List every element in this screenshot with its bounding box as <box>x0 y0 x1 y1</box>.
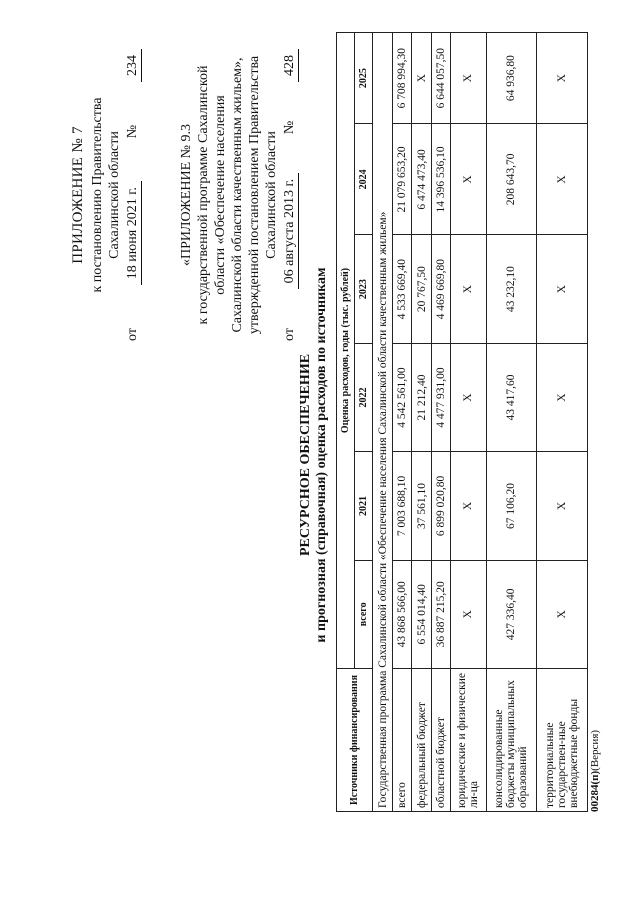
cell: 7 003 688,10 <box>392 452 412 560</box>
approval-line-2: Сахалинской области <box>107 131 122 259</box>
cell: 37 561,10 <box>412 452 432 560</box>
header-year-2023: 2023 <box>355 235 373 343</box>
document-footer <box>589 730 601 812</box>
header-row-1 <box>337 33 355 812</box>
approval-number: 234 <box>124 49 142 82</box>
cell: 6 474 473,40 <box>412 124 432 235</box>
appendix-line-4: утвержденной постановлением Правительства <box>247 55 262 335</box>
approval-num-label: № <box>125 124 140 139</box>
cell: 4 542 561,00 <box>392 343 412 451</box>
table-row <box>537 33 588 812</box>
cell: 14 396 536,10 <box>431 124 451 235</box>
header-year-2025: 2025 <box>355 33 373 124</box>
approval-line-1: к постановлению Правительства <box>90 97 105 293</box>
table-row <box>431 33 451 812</box>
cell: 427 336,40 <box>486 560 537 668</box>
cell: 21 079 653,20 <box>392 124 412 235</box>
approval-block <box>70 45 142 345</box>
cell: Х <box>451 235 486 343</box>
header-year-2024: 2024 <box>355 124 373 235</box>
row-label: юридические и физические ли-ца <box>451 669 486 812</box>
header-year-2022: 2022 <box>355 343 373 451</box>
footer-version: (Версия) <box>589 729 601 771</box>
header-estimate: Оценка расходов, годы (тыс. рублей) <box>337 33 355 669</box>
table-row <box>451 33 486 812</box>
row-label: областной бюджет <box>431 669 451 812</box>
appendix-number: 428 <box>281 49 299 82</box>
header-year-total: всего <box>355 560 373 668</box>
cell: Х <box>412 33 432 124</box>
footer-code: 00284(п) <box>589 770 601 812</box>
cell: 36 887 215,20 <box>431 560 451 668</box>
appendix-num-label: № <box>282 120 297 135</box>
cell: 6 644 057,50 <box>431 33 451 124</box>
cell: Х <box>537 124 588 235</box>
heading-line-1: РЕСУРСНОЕ ОБЕСПЕЧЕНИЕ <box>298 353 313 557</box>
cell: Х <box>451 124 486 235</box>
table-row <box>412 33 432 812</box>
resources-table <box>336 32 588 812</box>
program-row <box>373 33 393 812</box>
heading-line-2: и прогнозная (справочная) оценка расходов по источникам <box>314 267 329 643</box>
header-year-2021: 2021 <box>355 452 373 560</box>
cell: 6 708 994,30 <box>392 33 412 124</box>
cell: Х <box>537 452 588 560</box>
appendix-from-label: от <box>282 328 297 341</box>
cell: 4 469 669,80 <box>431 235 451 343</box>
row-label: федеральный бюджет <box>412 669 432 812</box>
appendix-title: «ПРИЛОЖЕНИЕ № 9.3 <box>179 124 194 266</box>
cell: 4 477 931,00 <box>431 343 451 451</box>
cell: 43 232,10 <box>486 235 537 343</box>
cell: 43 417,60 <box>486 343 537 451</box>
approval-date: 18 июня 2021 г. <box>124 181 142 285</box>
cell: Х <box>537 343 588 451</box>
cell: Х <box>451 33 486 124</box>
cell: 6 899 020,80 <box>431 452 451 560</box>
cell: 4 533 669,40 <box>392 235 412 343</box>
cell: Х <box>451 343 486 451</box>
cell: Х <box>451 452 486 560</box>
cell: 64 936,80 <box>486 33 537 124</box>
cell: 6 554 014,40 <box>412 560 432 668</box>
cell: 43 868 566,00 <box>392 560 412 668</box>
table-row <box>486 33 537 812</box>
header-source: Источники финансирования <box>337 669 373 812</box>
cell: Х <box>537 33 588 124</box>
appendix-line-1: к государственной программе Сахалинской <box>196 65 211 325</box>
program-cell: Государственная программа Сахалинской области «Обеспечение населения Сахалинской области качественным жильем» <box>373 33 393 812</box>
appendix-line-2: области «Обеспечение населения <box>213 95 228 295</box>
approval-date-line <box>124 45 142 345</box>
appendix-block <box>178 45 299 345</box>
document-heading <box>298 65 330 845</box>
row-label: консолидированные бюджеты муниципальных образований <box>486 669 537 812</box>
row-label: территориальные государствен-ные внебюджетные фонды <box>537 669 588 812</box>
cell: 21 212,40 <box>412 343 432 451</box>
approval-from-label: от <box>125 328 140 341</box>
cell: 208 643,70 <box>486 124 537 235</box>
appendix-line-3: Сахалинской области качественным жильем», <box>230 57 245 333</box>
cell: Х <box>537 560 588 668</box>
cell: 20 767,50 <box>412 235 432 343</box>
row-label: всего <box>392 669 412 812</box>
table-row <box>392 33 412 812</box>
appendix-date: 06 августа 2013 г. <box>281 173 299 289</box>
appendix-date-line <box>281 45 299 345</box>
cell: 67 106,20 <box>486 452 537 560</box>
cell: Х <box>537 235 588 343</box>
cell: Х <box>451 560 486 668</box>
approval-title: ПРИЛОЖЕНИЕ № 7 <box>70 126 86 264</box>
appendix-line-5: Сахалинской области <box>264 131 279 259</box>
